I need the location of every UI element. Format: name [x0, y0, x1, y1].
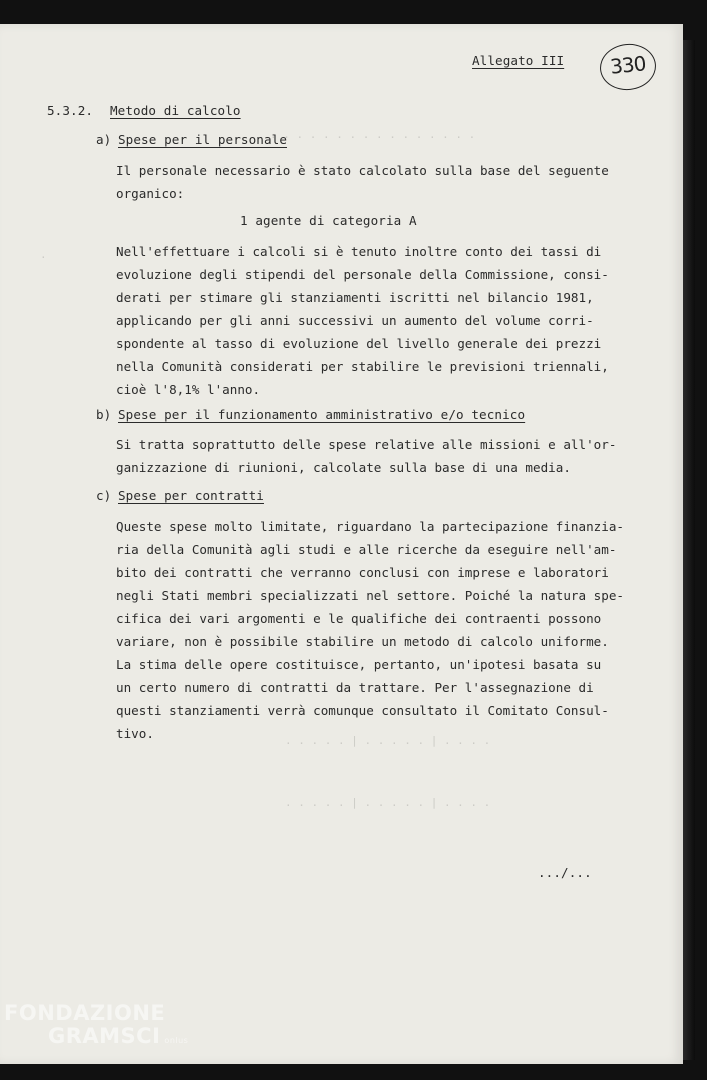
item-c-letter: c)	[96, 488, 112, 503]
watermark-onlus: onlus	[164, 1036, 189, 1045]
text-line: tivo.	[116, 726, 154, 741]
item-c-heading: Spese per contratti	[118, 488, 264, 503]
item-a-heading: Spese per il personale	[118, 132, 288, 147]
text-line: variare, non è possibile stabilire un metodo di calcolo uniforme.	[116, 634, 609, 649]
text-line: questi stanziamenti verrà comunque consultato il Comitato Consul-	[116, 703, 609, 718]
archive-watermark	[4, 1002, 188, 1052]
page-number: 330	[609, 51, 647, 79]
text-line: Si tratta soprattutto delle spese relative alle missioni e all'or-	[116, 437, 617, 452]
bleed-through-text: . . . . . | . . . . . | . . . .	[285, 796, 491, 809]
text-line: cioè l'8,1% l'anno.	[116, 382, 261, 397]
text-line: cifica dei vari argomenti e le qualifiche dei contraenti possono	[116, 611, 602, 626]
text-line: derati per stimare gli stanziamenti iscritti nel bilancio 1981,	[116, 290, 594, 305]
text-line: La stima delle opere costituisce, pertanto, un'ipotesi basata su	[116, 657, 602, 672]
text-line: spondente al tasso di evoluzione del livello generale dei prezzi	[116, 336, 602, 351]
item-b-body	[116, 433, 617, 479]
text-line: evoluzione degli stipendi del personale della Commissione, consi-	[116, 267, 609, 282]
section-number: 5.3.2.	[47, 103, 94, 118]
text-line: ganizzazione di riunioni, calcolate sulla base di una media.	[116, 460, 571, 475]
watermark-line-1: FONDAZIONE	[4, 1001, 166, 1025]
text-line: organico:	[116, 186, 185, 201]
item-a-intro	[116, 159, 609, 205]
staff-line: 1 agente di categoria A	[240, 213, 417, 228]
text-line: nella Comunità considerati per stabilire le previsioni triennali,	[116, 359, 609, 374]
item-c-body	[116, 515, 624, 745]
item-b-letter: b)	[96, 407, 112, 422]
text-line: negli Stati membri specializzati nel settore. Poiché la natura spe-	[116, 588, 624, 603]
continuation-mark: .../...	[538, 865, 592, 880]
text-line: Il personale necessario è stato calcolato sulla base del seguente	[116, 163, 609, 178]
text-line: applicando per gli anni successivi un aumento del volume corri-	[116, 313, 594, 328]
bleed-through-text: . . . . . . . . . . . . . . . .	[270, 128, 476, 141]
text-line: un certo numero di contratti da trattare. Per l'assegnazione di	[116, 680, 594, 695]
text-line: bito dei contratti che verranno conclusi con imprese e laboratori	[116, 565, 609, 580]
item-a-letter: a)	[96, 132, 112, 147]
section-title: Metodo di calcolo	[110, 103, 241, 118]
binder-edge	[683, 40, 695, 1060]
watermark-line-2: GRAMSCI	[48, 1024, 161, 1048]
annex-label: Allegato III	[472, 53, 565, 68]
text-line: ria della Comunità agli studi e alle ricerche da eseguire nell'am-	[116, 542, 617, 557]
text-line: Queste spese molto limitate, riguardano la partecipazione finanzia-	[116, 519, 624, 534]
bleed-through-text: . . . . . | . . . . . | . . . .	[285, 734, 491, 747]
bleed-through-text: .	[40, 248, 47, 261]
text-line: Nell'effettuare i calcoli si è tenuto inoltre conto dei tassi di	[116, 244, 602, 259]
item-a-body	[116, 240, 609, 401]
item-b-heading: Spese per il funzionamento amministrativo e/o tecnico	[118, 407, 526, 422]
